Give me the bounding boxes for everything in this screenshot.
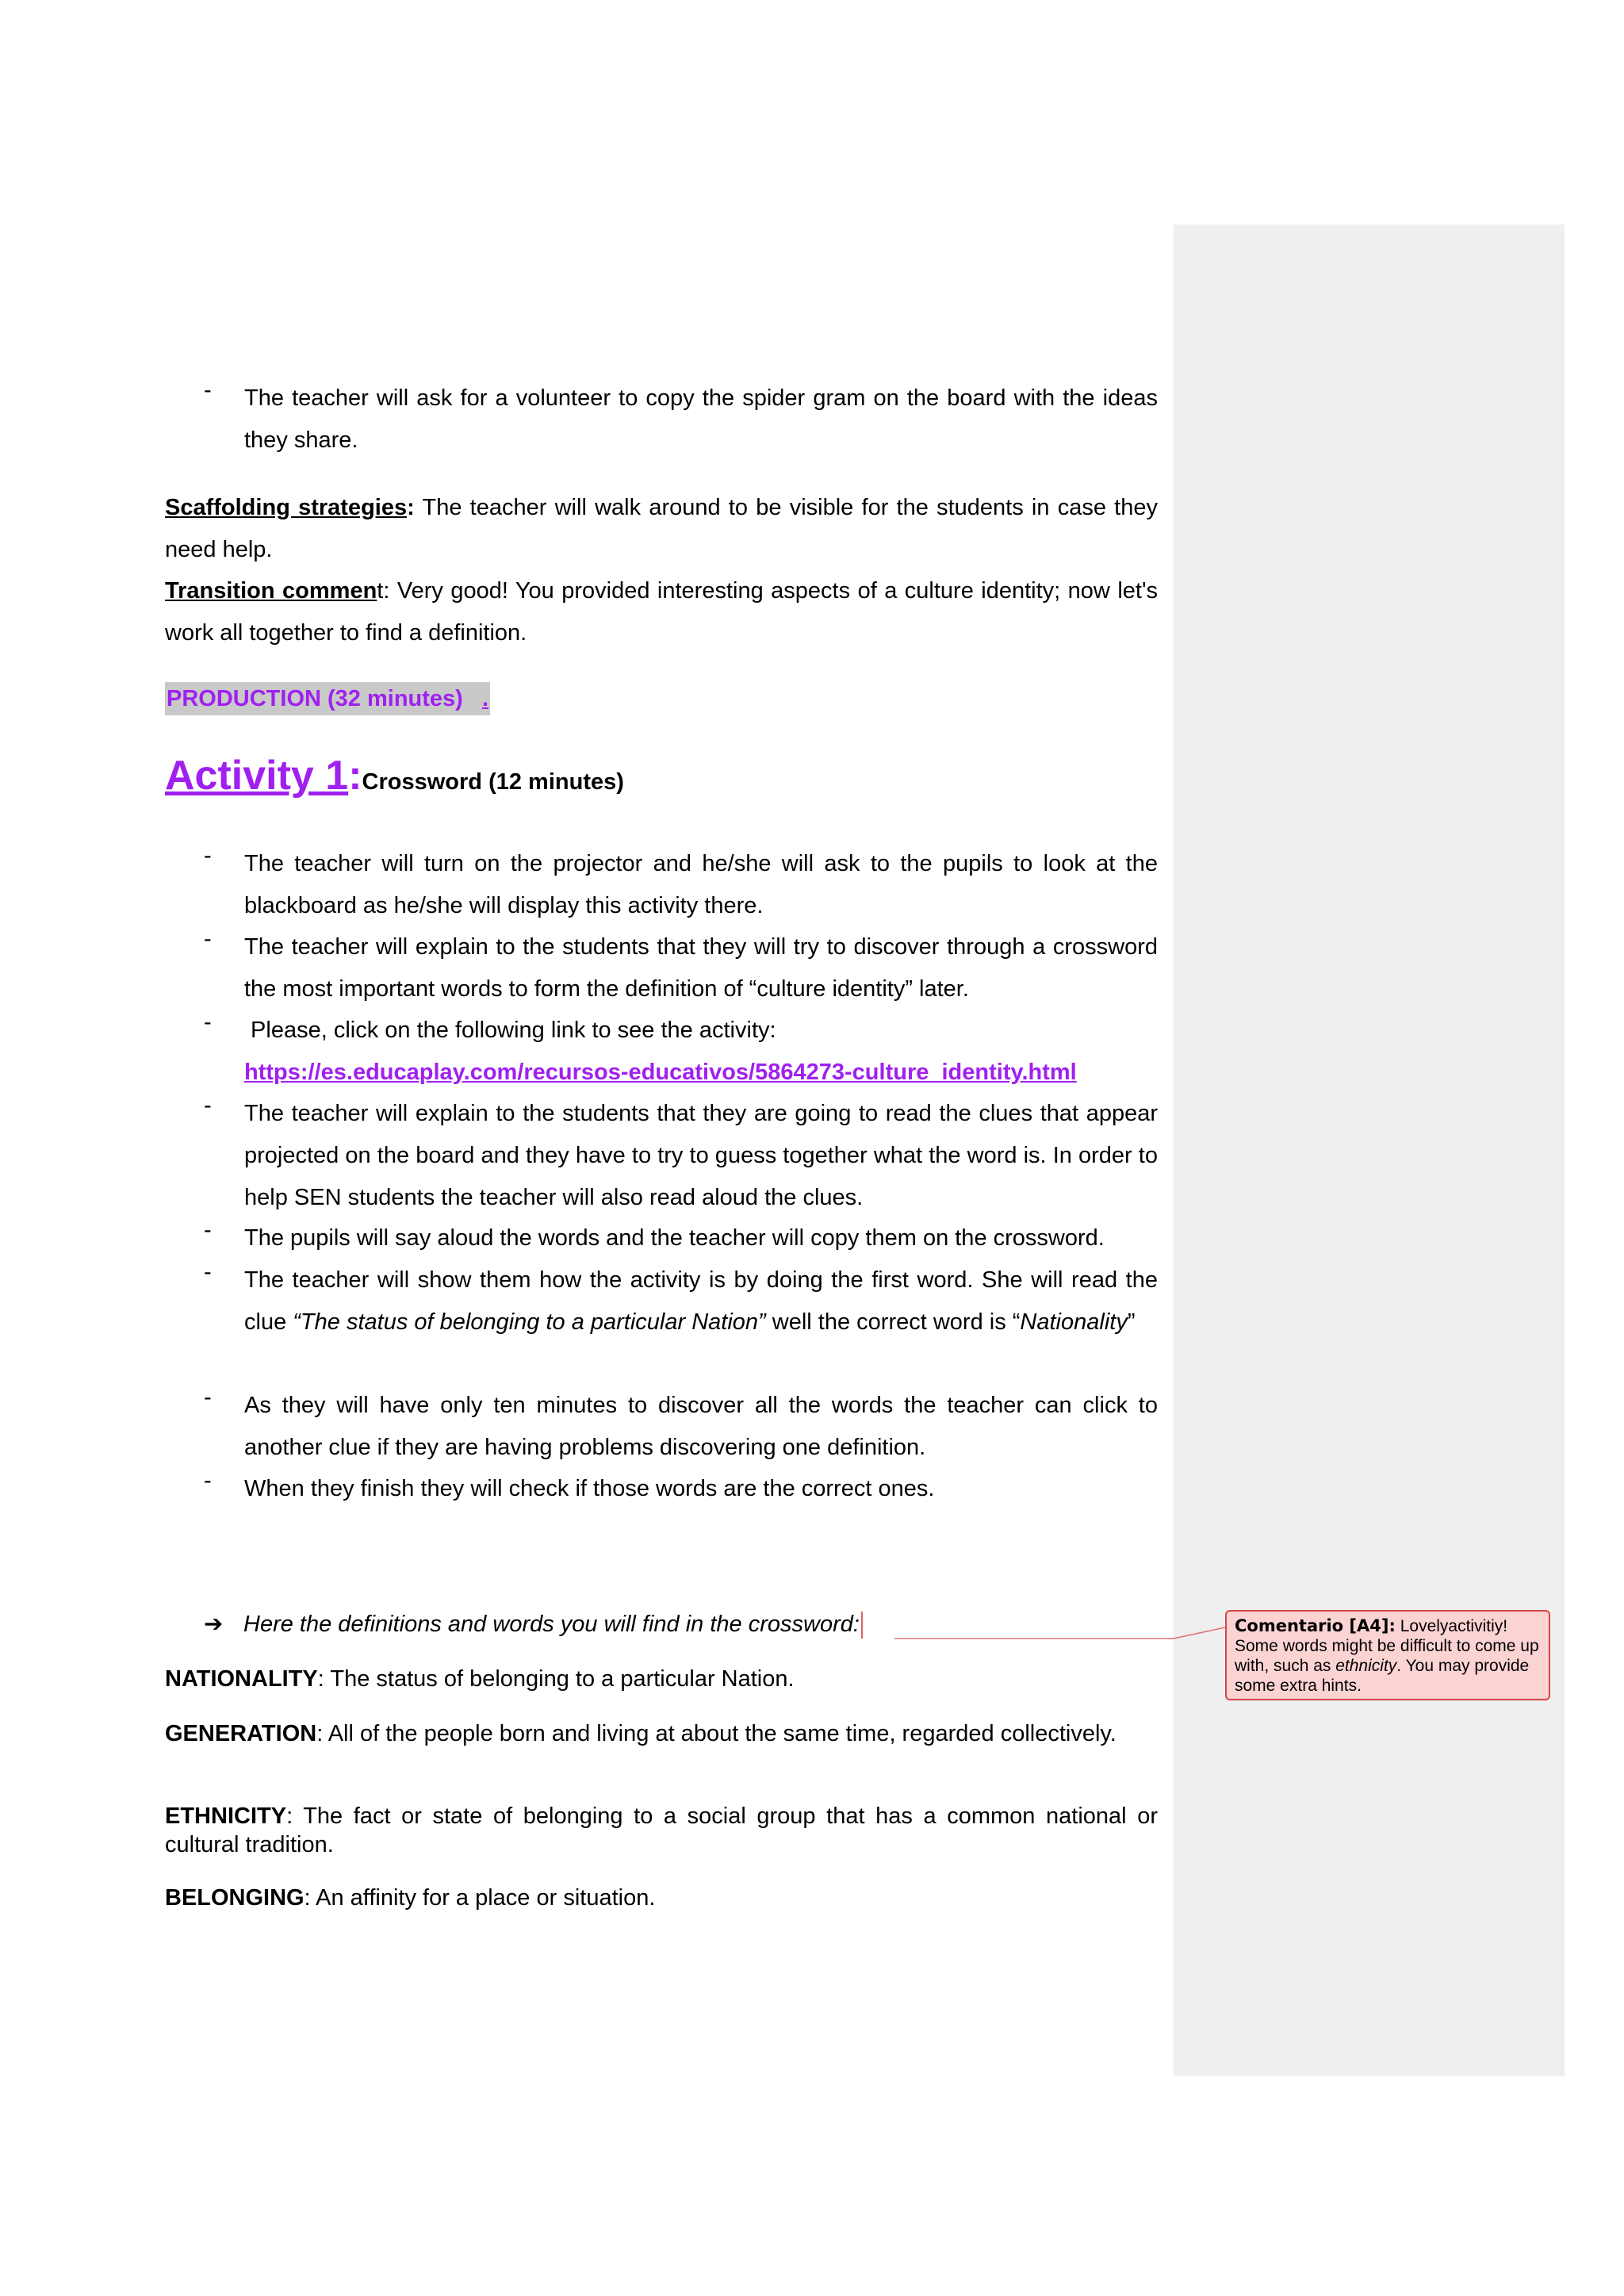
definition-term: BELONGING <box>165 1885 304 1911</box>
definition-text: : The fact or state of belonging to a social group that has a common national or cultural tradition. <box>165 1803 1158 1857</box>
activity-bullet-6-end: ” <box>1127 1309 1136 1335</box>
activity-heading <box>165 750 624 807</box>
transition-paragraph <box>165 570 1158 654</box>
definition-term: NATIONALITY <box>165 1666 318 1692</box>
activity-bullet-2: The teacher will explain to the students that they will try to discover through a crossword the most important words to form the definition of “culture identity” later. <box>244 934 1158 1002</box>
transition-label: Transition commen <box>165 578 377 604</box>
comment-text-end: . You may provide some extra hints. <box>1235 1657 1530 1695</box>
production-label: PRODUCTION (32 minutes) <box>167 686 482 711</box>
transition-text: : Very good! You provided interesting aspects of a culture identity; now let's work all together to find a definition. <box>165 578 1158 646</box>
definitions-intro-text: Here the definitions and words you will find in the crossword: <box>243 1612 860 1637</box>
activity-bullet-7: As they will have only ten minutes to discover all the words the teacher can click to another clue if they are having problems discovering one definition. <box>244 1393 1158 1460</box>
comment-italic: ethnicity <box>1335 1657 1397 1675</box>
bullet-marker: - <box>204 926 212 952</box>
transition-label-tail: t <box>377 578 384 604</box>
definition-term: GENERATION <box>165 1721 317 1746</box>
activity-bullet-5: The pupils will say aloud the words and the teacher will copy them on the crossword. <box>244 1225 1105 1251</box>
scaffolding-label: Scaffolding strategies <box>165 495 408 520</box>
definition-item <box>165 1884 1158 1912</box>
bullet-text: The teacher will ask for a volunteer to copy the spider gram on the board with the ideas they share. <box>244 385 1158 453</box>
scaffolding-text: The teacher will walk around to be visible for the students in case they need help. <box>165 495 1158 562</box>
definition-item <box>165 1665 1158 1693</box>
bullet-marker: - <box>204 1385 212 1410</box>
arrow-icon: ➔ <box>204 1612 224 1637</box>
production-heading <box>165 682 490 715</box>
activity-bullet-6-clue: “The status of belonging to a particular Nation” <box>293 1309 766 1335</box>
activity-bullet-1: The teacher will turn on the projector and he/she will ask to the pupils to look at the blackboard as he/she will display this activity there. <box>244 851 1158 918</box>
definitions-intro <box>204 1606 863 1642</box>
activity-colon: : <box>348 753 362 799</box>
activity-link[interactable]: https://es.educaplay.com/recursos-educativos/5864273-culture_identity.html <box>244 1060 1077 1085</box>
bullet-marker: - <box>204 1010 212 1035</box>
definition-term: ETHNICITY <box>165 1803 287 1829</box>
bullet-marker: - <box>204 378 212 403</box>
definition-text: : All of the people born and living at about the same time, regarded collectively. <box>316 1721 1116 1746</box>
scaffolding-colon: : <box>407 495 415 520</box>
bullet-marker: - <box>204 1468 212 1493</box>
activity-bullet-6 <box>244 1259 1158 1343</box>
activity-subtitle: Crossword (12 minutes) <box>362 769 624 795</box>
activity-bullet-6-text: The teacher will show them how the activity is by doing the first word. She will read the clue <box>244 1267 1158 1335</box>
scaffolding-paragraph <box>165 487 1158 571</box>
production-dot: . <box>482 686 489 711</box>
activity-bullet-3-text: Please, click on the following link to see the activity: <box>244 1018 776 1043</box>
activity-bullet-6-mid: well the correct word is “ <box>765 1309 1021 1335</box>
bullet-marker: - <box>204 1093 212 1118</box>
comment-pane <box>1174 224 1565 2076</box>
comment-balloon[interactable] <box>1225 1610 1550 1700</box>
definition-text: : An affinity for a place or situation. <box>304 1885 656 1911</box>
definition-item <box>165 1719 1158 1748</box>
comment-text: Lovelyactivitiy! Some words might be difficult to come up with, such as <box>1235 1617 1539 1675</box>
bullet-marker: - <box>204 1259 212 1285</box>
definition-item <box>165 1802 1158 1859</box>
comment-label: Comentario [A4]: <box>1235 1616 1396 1635</box>
comment-anchor[interactable] <box>861 1612 863 1639</box>
bullet-marker: - <box>204 843 212 868</box>
activity-bullet-6-word: Nationality <box>1020 1309 1128 1335</box>
definition-text: : The status of belonging to a particular Nation. <box>317 1666 795 1692</box>
activity-bullet-3 <box>244 1010 1158 1094</box>
activity-bullet-4: The teacher will explain to the students that they are going to read the clues that appear projected on the board and they have to try to guess together what the word is. In order to help SEN students the teacher will also read aloud the clues. <box>244 1101 1158 1210</box>
bullet-marker: - <box>204 1217 212 1243</box>
activity-title: Activity 1 <box>165 753 349 799</box>
activity-bullet-8: When they finish they will check if those words are the correct ones. <box>244 1476 935 1501</box>
